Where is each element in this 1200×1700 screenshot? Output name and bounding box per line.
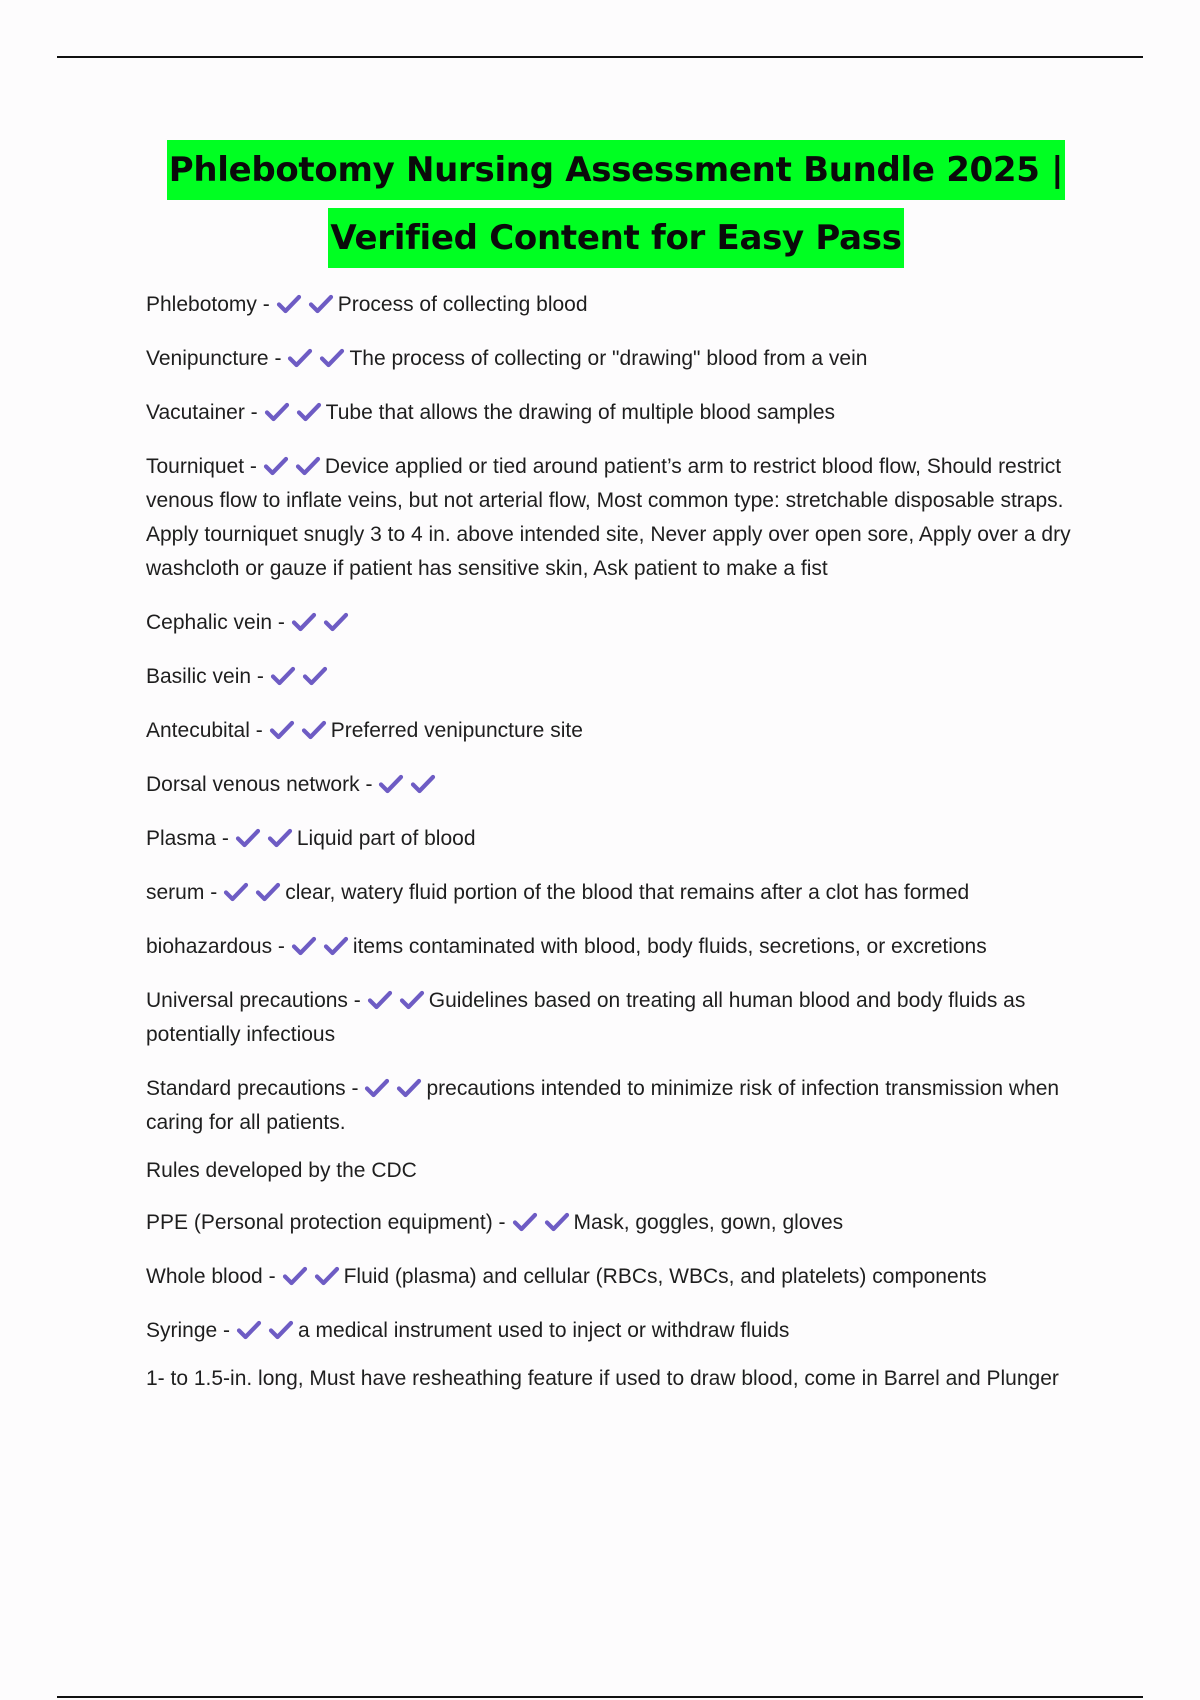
check-icon xyxy=(314,1265,340,1287)
entry-term: Antecubital xyxy=(146,719,250,742)
entry-separator: - xyxy=(359,773,373,796)
entry-venipuncture xyxy=(146,342,1096,376)
check-icon xyxy=(269,719,295,741)
entry-separator: - xyxy=(244,401,258,424)
entry-term: Universal precautions xyxy=(146,989,348,1012)
entry-definition: precautions intended to minimize risk of infection transmission when caring for all patients. xyxy=(146,1077,1060,1134)
check-icon xyxy=(323,611,349,633)
check-icon xyxy=(264,401,290,423)
check-icon xyxy=(367,989,393,1011)
entry-term: Cephalic vein xyxy=(146,611,273,634)
entry-term: Basilic vein xyxy=(146,665,252,688)
entry-term: Dorsal venous network xyxy=(146,773,360,796)
check-icon xyxy=(301,719,327,741)
document-title xyxy=(100,140,1132,276)
check-icon xyxy=(276,293,302,315)
entry-separator: - xyxy=(204,881,218,904)
check-icon xyxy=(255,881,281,903)
check-icon xyxy=(270,665,296,687)
entry-separator: - xyxy=(244,455,257,478)
entry-phlebotomy xyxy=(146,288,1096,322)
check-icon xyxy=(396,1077,422,1099)
entry-tourniquet xyxy=(146,450,1096,586)
entry-biohazardous xyxy=(146,930,1096,964)
entry-separator: - xyxy=(217,1319,231,1342)
entry-definition: The process of collecting or "drawing" blood from a vein xyxy=(349,347,868,370)
bottom-rule xyxy=(57,1696,1143,1698)
entry-separator: - xyxy=(345,1077,359,1100)
entry-definition: Tube that allows the drawing of multiple blood samples xyxy=(325,401,836,424)
check-icon xyxy=(296,401,322,423)
check-icon xyxy=(302,665,328,687)
entry-definition: a medical instrument used to inject or withdraw fluids xyxy=(298,1319,790,1342)
top-rule xyxy=(57,56,1143,58)
check-icon xyxy=(236,1319,262,1341)
entry-antecubital xyxy=(146,714,1096,748)
entry-definition: Preferred venipuncture site xyxy=(330,719,583,742)
entry-definition: Mask, goggles, gown, gloves xyxy=(573,1211,844,1234)
check-icon xyxy=(291,611,317,633)
check-icon xyxy=(364,1077,390,1099)
note-cdc: Rules developed by the CDC xyxy=(146,1159,417,1182)
check-icon xyxy=(410,773,436,795)
check-icon xyxy=(235,827,261,849)
entry-whole-blood xyxy=(146,1260,1096,1294)
check-icon xyxy=(308,293,334,315)
check-icon xyxy=(282,1265,308,1287)
entry-separator: - xyxy=(268,347,282,370)
entry-separator: - xyxy=(492,1211,506,1234)
entry-definition: items contaminated with blood, body fluids, secretions, or excretions xyxy=(352,935,987,958)
entry-definition: Liquid part of blood xyxy=(296,827,476,850)
entry-term: serum xyxy=(146,881,205,904)
flashcard-list xyxy=(146,288,1096,1414)
title-line-1: Phlebotomy Nursing Assessment Bundle 2025 | xyxy=(167,140,1066,200)
entry-separator: - xyxy=(249,719,263,742)
check-icon xyxy=(291,935,317,957)
note-syringe: 1- to 1.5-in. long, Must have resheathing feature if used to draw blood, come in Barrel and Plunger xyxy=(146,1367,1059,1390)
check-icon xyxy=(268,1319,294,1341)
entry-term: Syringe xyxy=(146,1319,218,1342)
check-icon xyxy=(323,935,349,957)
entry-plasma xyxy=(146,822,1096,856)
entry-term: PPE (Personal protection equipment) xyxy=(146,1211,493,1234)
entry-term: biohazardous xyxy=(146,935,273,958)
entry-separator: - xyxy=(272,611,285,634)
entry-term: Standard precautions xyxy=(146,1077,346,1100)
entry-separator: - xyxy=(251,665,264,688)
entry-dorsal-venous-network xyxy=(146,768,1096,802)
entry-separator: - xyxy=(256,293,270,316)
entry-ppe xyxy=(146,1206,1096,1240)
check-icon xyxy=(263,455,289,477)
entry-cephalic-vein xyxy=(146,606,1096,640)
check-icon xyxy=(544,1211,570,1233)
check-icon xyxy=(378,773,404,795)
check-icon xyxy=(287,347,313,369)
entry-separator: - xyxy=(272,935,285,958)
entry-term: Whole blood xyxy=(146,1265,263,1288)
check-icon xyxy=(399,989,425,1011)
check-icon xyxy=(512,1211,538,1233)
entry-definition: Guidelines based on treating all human blood and body fluids as potentially infectious xyxy=(146,989,1026,1046)
entry-separator: - xyxy=(216,827,229,850)
entry-separator: - xyxy=(347,989,361,1012)
entry-term: Tourniquet xyxy=(146,455,245,478)
entry-vacutainer xyxy=(146,396,1096,430)
entry-term: Phlebotomy xyxy=(146,293,257,316)
entry-definition: Device applied or tied around patient’s arm to restrict blood flow, Should restrict venous flow to inflate veins, but not arterial flow, Most common type: stretchable disposable straps. Apply tourniquet snugly 3 to 4 in. above intended site, Never apply over open sore, Apply over a dry washcloth or gauze if patient has sensitive skin, Ask patient to make a fist xyxy=(146,455,1071,580)
entry-definition: Fluid (plasma) and cellular (RBCs, WBCs, and platelets) components xyxy=(343,1265,987,1288)
entry-term: Venipuncture xyxy=(146,347,269,370)
check-icon xyxy=(295,455,321,477)
check-icon xyxy=(319,347,345,369)
entry-term: Vacutainer xyxy=(146,401,245,424)
entry-serum xyxy=(146,876,1096,910)
entry-syringe xyxy=(146,1314,1096,1348)
entry-separator: - xyxy=(262,1265,276,1288)
entry-universal-precautions xyxy=(146,984,1096,1052)
check-icon xyxy=(223,881,249,903)
check-icon xyxy=(267,827,293,849)
title-line-2: Verified Content for Easy Pass xyxy=(328,208,903,268)
entry-basilic-vein xyxy=(146,660,1096,694)
entry-standard-precautions xyxy=(146,1072,1096,1140)
entry-term: Plasma xyxy=(146,827,217,850)
entry-definition: clear, watery fluid portion of the blood that remains after a clot has formed xyxy=(285,881,970,904)
entry-definition: Process of collecting blood xyxy=(337,293,588,316)
